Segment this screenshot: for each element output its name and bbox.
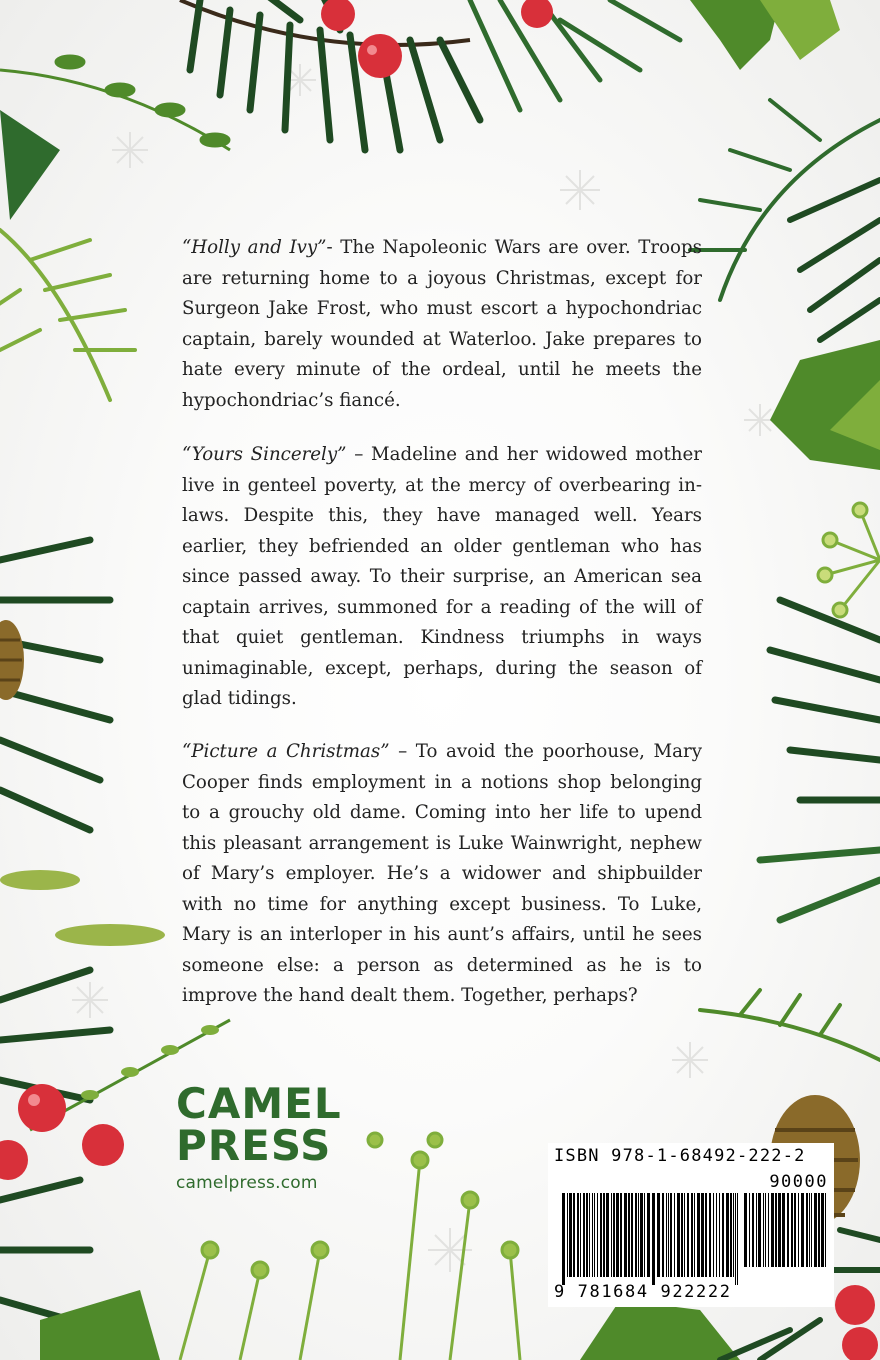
barcode-bar (668, 1193, 669, 1277)
barcode-bar (778, 1193, 781, 1267)
publisher-name-line2: PRESS (176, 1121, 332, 1170)
barcode-bar (569, 1193, 572, 1277)
barcode-bar (697, 1193, 700, 1277)
barcode-bar (758, 1193, 761, 1267)
barcode-bar (722, 1193, 724, 1277)
pine-cone-icon (0, 620, 24, 700)
ean-barcode-bars (562, 1193, 738, 1285)
barcode-bar (567, 1193, 568, 1277)
barcode-bar (814, 1193, 817, 1267)
barcode-bar (603, 1193, 605, 1277)
barcode-bar (744, 1193, 747, 1267)
barcode-bar (592, 1193, 593, 1277)
barcode-bar (719, 1193, 720, 1277)
barcode-bar (752, 1193, 754, 1267)
barcode-bar (768, 1193, 769, 1267)
title-separator: – (346, 444, 372, 465)
barcode-bar (666, 1193, 667, 1277)
barcode-bar (577, 1193, 579, 1277)
barcode-bar (716, 1193, 717, 1277)
barcode-bar (794, 1193, 796, 1267)
barcode-bar (782, 1193, 785, 1267)
barcode-bar (600, 1193, 602, 1277)
barcode-bar (691, 1193, 693, 1277)
barcode-bar (589, 1193, 590, 1277)
price-code: 90000 (769, 1172, 828, 1192)
left-fern (0, 230, 135, 400)
barcode-bar (635, 1193, 637, 1277)
barcode-bar (737, 1193, 738, 1285)
ean-digits: 9 781684 922222 (554, 1282, 732, 1302)
isbn-label: ISBN 978-1-68492-222-2 (554, 1146, 806, 1166)
blurb-yours-sincerely (182, 440, 702, 715)
publisher-logo (176, 1079, 342, 1193)
barcode-bar (733, 1193, 734, 1277)
barcode-bar (586, 1193, 588, 1277)
barcode-bar (713, 1193, 714, 1277)
bottom-left-berries (0, 1084, 124, 1180)
publisher-url: camelpress.com (176, 1173, 318, 1193)
barcode-bar (684, 1193, 685, 1277)
story-title: “Picture a Christmas” (182, 741, 390, 762)
barcode-bar (652, 1193, 655, 1285)
title-separator: – (389, 741, 416, 762)
barcode-bar (580, 1193, 581, 1277)
left-lower-leaves (0, 870, 165, 946)
blurb-picture-a-christmas (182, 737, 702, 1012)
barcode-bar (821, 1193, 824, 1267)
barcode-bar (775, 1193, 777, 1267)
barcode-bar (809, 1193, 810, 1267)
barcode-bar (638, 1193, 639, 1277)
barcode-bar (606, 1193, 609, 1277)
barcode-bar (597, 1193, 598, 1277)
right-top-greenery (690, 100, 880, 470)
right-seedhead (818, 503, 880, 617)
barcode-bar (811, 1193, 812, 1267)
barcode-bar (562, 1193, 565, 1285)
story-title: “Yours Sincerely” (182, 444, 347, 465)
bottom-right-berries (835, 1285, 878, 1360)
story-description: The Napoleonic Wars are over. Troops are returning home to a joyous Christmas, except for Surgeon Jake Frost, who must escort a hypochondriac captain, barely wounded at Waterloo. Jake prepares to hate every minute of the ordeal, until he meets the hypochondriac’s fiancé. (182, 237, 702, 411)
isbn-barcode (548, 1143, 834, 1307)
title-separator: - (326, 237, 341, 258)
barcode-bar (791, 1193, 793, 1267)
barcode-bar (594, 1193, 595, 1277)
story-description: Madeline and her widowed mother live in genteel poverty, at the mercy of overbearing in-laws. Despite this, they have managed well. Years earlier, they befriended an older gentleman who has since passed away. To their surprise, an American sea captain arrives, summoned for a reading of the will of that quiet gentleman. Kindness triumphs in ways unimaginable, except, perhaps, during the season of glad tidings. (182, 444, 702, 709)
barcode-bar (674, 1193, 675, 1277)
addon-barcode-bars (744, 1193, 826, 1275)
barcode-bar (670, 1193, 672, 1277)
barcode-bar (647, 1193, 650, 1277)
barcode-bar (801, 1193, 804, 1267)
barcode-bar (677, 1193, 680, 1277)
barcode-bar (771, 1193, 774, 1267)
barcode-bar (573, 1193, 575, 1277)
blurb-holly-and-ivy (182, 233, 702, 416)
barcode-bar (787, 1193, 789, 1267)
barcode-bar (657, 1193, 660, 1277)
barcode-bar (613, 1193, 615, 1277)
barcode-bar (818, 1193, 820, 1267)
barcode-bar (756, 1193, 757, 1267)
barcode-bar (825, 1193, 826, 1267)
barcode-bar (681, 1193, 683, 1277)
bottom-holly-leaf (580, 1300, 740, 1360)
barcode-bar (616, 1193, 619, 1277)
barcode-bar (763, 1193, 764, 1267)
barcode-bar (583, 1193, 585, 1277)
barcode-bar (730, 1193, 732, 1277)
barcode-bar (611, 1193, 612, 1277)
barcode-bar (709, 1193, 711, 1277)
publisher-name-line1: CAMEL (176, 1079, 342, 1128)
barcode-bar (701, 1193, 704, 1277)
top-left-sprigs (0, 56, 230, 220)
barcode-bar (749, 1193, 750, 1267)
story-description: To avoid the poorhouse, Mary Cooper finds employment in a notions shop belonging to a grouchy old dame. Coming into her life to upend this pleasant arrangement is Luke Wainwright, nephew of Mary’s employer. He’s a widower and shipbuilder with no time for anything except business. To Luke, Mary is an interloper in his aunt’s affairs, until he sees someone else: a person as determined as he is to improve the hand dealt them. Together, perhaps? (182, 741, 702, 1006)
barcode-bar (644, 1193, 645, 1277)
barcode-bar (640, 1193, 643, 1277)
right-bottom-greenery (700, 990, 880, 1060)
barcode-bar (631, 1193, 633, 1277)
story-title: “Holly and Ivy” (182, 237, 327, 258)
barcode-bar (662, 1193, 664, 1277)
barcode-bar (705, 1193, 707, 1277)
barcode-bar (806, 1193, 808, 1267)
barcode-bar (735, 1193, 736, 1285)
barcode-bar (620, 1193, 622, 1277)
right-middle-pine (760, 600, 880, 920)
barcode-bar (798, 1193, 799, 1267)
barcode-bar (624, 1193, 627, 1277)
top-pine-branch (180, 0, 840, 150)
barcode-bar (628, 1193, 630, 1277)
barcode-bar (694, 1193, 695, 1277)
barcode-bar (765, 1193, 766, 1267)
barcode-bar (687, 1193, 689, 1277)
barcode-bar (726, 1193, 729, 1277)
